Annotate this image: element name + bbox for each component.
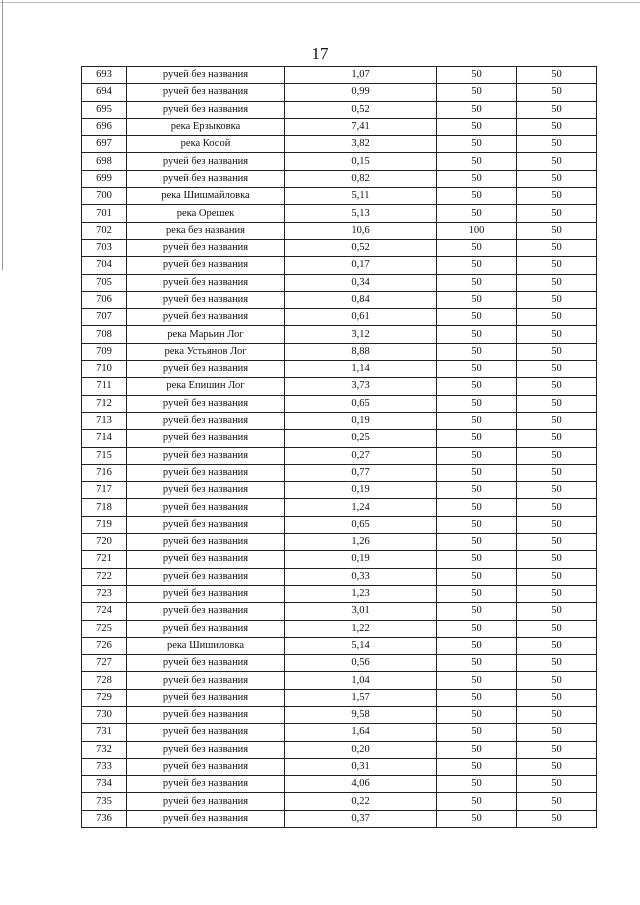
row-number-cell: 721	[82, 551, 127, 568]
table-row	[82, 810, 597, 827]
object-name-cell: ручей без названия	[127, 499, 285, 516]
length-cell: 0,84	[285, 291, 437, 308]
object-name-cell: ручей без названия	[127, 689, 285, 706]
table-row	[82, 637, 597, 654]
length-cell: 0,82	[285, 170, 437, 187]
row-number-cell: 694	[82, 84, 127, 101]
table-row	[82, 516, 597, 533]
length-cell: 1,64	[285, 724, 437, 741]
table-row	[82, 741, 597, 758]
length-cell: 0,19	[285, 551, 437, 568]
length-cell: 8,88	[285, 343, 437, 360]
belt-width-cell: 50	[517, 810, 597, 827]
object-name-cell: река Шишмайловка	[127, 188, 285, 205]
object-name-cell: ручей без названия	[127, 620, 285, 637]
object-name-cell: ручей без названия	[127, 67, 285, 84]
table-row	[82, 568, 597, 585]
belt-width-cell: 50	[517, 620, 597, 637]
zone-width-cell: 50	[437, 309, 517, 326]
row-number-cell: 702	[82, 222, 127, 239]
belt-width-cell: 50	[517, 706, 597, 723]
object-name-cell: река без названия	[127, 222, 285, 239]
table-row	[82, 724, 597, 741]
length-cell: 0,52	[285, 239, 437, 256]
belt-width-cell: 50	[517, 274, 597, 291]
zone-width-cell: 50	[437, 395, 517, 412]
belt-width-cell: 50	[517, 291, 597, 308]
zone-width-cell: 50	[437, 361, 517, 378]
table-row	[82, 170, 597, 187]
row-number-cell: 707	[82, 309, 127, 326]
length-cell: 0,65	[285, 395, 437, 412]
object-name-cell: ручей без названия	[127, 291, 285, 308]
belt-width-cell: 50	[517, 464, 597, 481]
object-name-cell: ручей без названия	[127, 706, 285, 723]
row-number-cell: 717	[82, 482, 127, 499]
belt-width-cell: 50	[517, 67, 597, 84]
belt-width-cell: 50	[517, 758, 597, 775]
object-name-cell: ручей без названия	[127, 309, 285, 326]
zone-width-cell: 50	[437, 758, 517, 775]
object-name-cell: река Епишин Лог	[127, 378, 285, 395]
zone-width-cell: 50	[437, 447, 517, 464]
row-number-cell: 712	[82, 395, 127, 412]
zone-width-cell: 50	[437, 170, 517, 187]
object-name-cell: ручей без названия	[127, 585, 285, 602]
zone-width-cell: 50	[437, 706, 517, 723]
belt-width-cell: 50	[517, 343, 597, 360]
row-number-cell: 708	[82, 326, 127, 343]
row-number-cell: 709	[82, 343, 127, 360]
table-row	[82, 603, 597, 620]
belt-width-cell: 50	[517, 257, 597, 274]
length-cell: 5,13	[285, 205, 437, 222]
object-name-cell: ручей без названия	[127, 603, 285, 620]
row-number-cell: 731	[82, 724, 127, 741]
length-cell: 0,27	[285, 447, 437, 464]
table-row	[82, 361, 597, 378]
object-name-cell: ручей без названия	[127, 568, 285, 585]
zone-width-cell: 100	[437, 222, 517, 239]
table-row	[82, 551, 597, 568]
length-cell: 0,99	[285, 84, 437, 101]
zone-width-cell: 50	[437, 153, 517, 170]
row-number-cell: 715	[82, 447, 127, 464]
row-number-cell: 711	[82, 378, 127, 395]
zone-width-cell: 50	[437, 516, 517, 533]
row-number-cell: 706	[82, 291, 127, 308]
zone-width-cell: 50	[437, 118, 517, 135]
object-name-cell: ручей без названия	[127, 482, 285, 499]
length-cell: 1,07	[285, 67, 437, 84]
belt-width-cell: 50	[517, 447, 597, 464]
length-cell: 5,14	[285, 637, 437, 654]
table-row	[82, 412, 597, 429]
table-row	[82, 101, 597, 118]
belt-width-cell: 50	[517, 793, 597, 810]
table-row	[82, 343, 597, 360]
length-cell: 0,22	[285, 793, 437, 810]
table-row	[82, 499, 597, 516]
object-name-cell: ручей без названия	[127, 810, 285, 827]
length-cell: 0,17	[285, 257, 437, 274]
row-number-cell: 736	[82, 810, 127, 827]
table-row	[82, 430, 597, 447]
row-number-cell: 718	[82, 499, 127, 516]
row-number-cell: 728	[82, 672, 127, 689]
zone-width-cell: 50	[437, 378, 517, 395]
length-cell: 0,15	[285, 153, 437, 170]
object-name-cell: река Ерзыковка	[127, 118, 285, 135]
zone-width-cell: 50	[437, 603, 517, 620]
belt-width-cell: 50	[517, 395, 597, 412]
row-number-cell: 698	[82, 153, 127, 170]
object-name-cell: река Устьянов Лог	[127, 343, 285, 360]
table-row	[82, 257, 597, 274]
belt-width-cell: 50	[517, 724, 597, 741]
row-number-cell: 730	[82, 706, 127, 723]
row-number-cell: 703	[82, 239, 127, 256]
length-cell: 0,19	[285, 412, 437, 429]
length-cell: 3,12	[285, 326, 437, 343]
length-cell: 1,23	[285, 585, 437, 602]
object-name-cell: ручей без названия	[127, 672, 285, 689]
object-name-cell: ручей без названия	[127, 447, 285, 464]
object-name-cell: река Шишиловка	[127, 637, 285, 654]
table-row	[82, 205, 597, 222]
table-row	[82, 793, 597, 810]
object-name-cell: ручей без названия	[127, 361, 285, 378]
length-cell: 4,06	[285, 776, 437, 793]
row-number-cell: 732	[82, 741, 127, 758]
row-number-cell: 726	[82, 637, 127, 654]
table-row	[82, 758, 597, 775]
length-cell: 0,77	[285, 464, 437, 481]
zone-width-cell: 50	[437, 499, 517, 516]
length-cell: 1,57	[285, 689, 437, 706]
table-row	[82, 291, 597, 308]
belt-width-cell: 50	[517, 776, 597, 793]
belt-width-cell: 50	[517, 655, 597, 672]
belt-width-cell: 50	[517, 499, 597, 516]
length-cell: 9,58	[285, 706, 437, 723]
object-name-cell: ручей без названия	[127, 84, 285, 101]
object-name-cell: ручей без названия	[127, 758, 285, 775]
table-row	[82, 672, 597, 689]
length-cell: 0,34	[285, 274, 437, 291]
zone-width-cell: 50	[437, 585, 517, 602]
table-row	[82, 534, 597, 551]
length-cell: 7,41	[285, 118, 437, 135]
table-row	[82, 464, 597, 481]
belt-width-cell: 50	[517, 239, 597, 256]
zone-width-cell: 50	[437, 689, 517, 706]
row-number-cell: 699	[82, 170, 127, 187]
length-cell: 1,14	[285, 361, 437, 378]
zone-width-cell: 50	[437, 326, 517, 343]
belt-width-cell: 50	[517, 205, 597, 222]
length-cell: 10,6	[285, 222, 437, 239]
belt-width-cell: 50	[517, 551, 597, 568]
row-number-cell: 704	[82, 257, 127, 274]
object-name-cell: ручей без названия	[127, 412, 285, 429]
belt-width-cell: 50	[517, 482, 597, 499]
table-body	[82, 67, 597, 828]
belt-width-cell: 50	[517, 153, 597, 170]
belt-width-cell: 50	[517, 101, 597, 118]
row-number-cell: 734	[82, 776, 127, 793]
scan-artifact-left	[2, 0, 3, 270]
belt-width-cell: 50	[517, 516, 597, 533]
object-name-cell: ручей без названия	[127, 516, 285, 533]
table-row	[82, 67, 597, 84]
object-name-cell: ручей без названия	[127, 793, 285, 810]
object-name-cell: ручей без названия	[127, 741, 285, 758]
object-name-cell: ручей без названия	[127, 655, 285, 672]
scan-artifact-top	[0, 2, 640, 3]
row-number-cell: 697	[82, 136, 127, 153]
zone-width-cell: 50	[437, 551, 517, 568]
belt-width-cell: 50	[517, 568, 597, 585]
length-cell: 0,25	[285, 430, 437, 447]
table-row	[82, 188, 597, 205]
object-name-cell: ручей без названия	[127, 170, 285, 187]
row-number-cell: 710	[82, 361, 127, 378]
object-name-cell: ручей без названия	[127, 776, 285, 793]
belt-width-cell: 50	[517, 326, 597, 343]
zone-width-cell: 50	[437, 205, 517, 222]
table-row	[82, 326, 597, 343]
belt-width-cell: 50	[517, 585, 597, 602]
table-row	[82, 222, 597, 239]
table-row	[82, 706, 597, 723]
table-row	[82, 118, 597, 135]
object-name-cell: река Орешек	[127, 205, 285, 222]
zone-width-cell: 50	[437, 291, 517, 308]
zone-width-cell: 50	[437, 101, 517, 118]
length-cell: 3,01	[285, 603, 437, 620]
row-number-cell: 700	[82, 188, 127, 205]
object-name-cell: ручей без названия	[127, 101, 285, 118]
row-number-cell: 719	[82, 516, 127, 533]
table-row	[82, 153, 597, 170]
length-cell: 0,33	[285, 568, 437, 585]
length-cell: 1,22	[285, 620, 437, 637]
table-row	[82, 689, 597, 706]
row-number-cell: 725	[82, 620, 127, 637]
length-cell: 0,65	[285, 516, 437, 533]
table-row	[82, 447, 597, 464]
length-cell: 0,19	[285, 482, 437, 499]
row-number-cell: 696	[82, 118, 127, 135]
belt-width-cell: 50	[517, 84, 597, 101]
object-name-cell: река Марьин Лог	[127, 326, 285, 343]
belt-width-cell: 50	[517, 361, 597, 378]
length-cell: 0,37	[285, 810, 437, 827]
length-cell: 1,04	[285, 672, 437, 689]
row-number-cell: 693	[82, 67, 127, 84]
zone-width-cell: 50	[437, 343, 517, 360]
row-number-cell: 723	[82, 585, 127, 602]
object-name-cell: река Косой	[127, 136, 285, 153]
length-cell: 0,31	[285, 758, 437, 775]
table-row	[82, 309, 597, 326]
length-cell: 0,20	[285, 741, 437, 758]
row-number-cell: 705	[82, 274, 127, 291]
zone-width-cell: 50	[437, 672, 517, 689]
object-name-cell: ручей без названия	[127, 239, 285, 256]
table-row	[82, 585, 597, 602]
belt-width-cell: 50	[517, 430, 597, 447]
zone-width-cell: 50	[437, 776, 517, 793]
row-number-cell: 729	[82, 689, 127, 706]
table-row	[82, 620, 597, 637]
belt-width-cell: 50	[517, 412, 597, 429]
belt-width-cell: 50	[517, 741, 597, 758]
row-number-cell: 733	[82, 758, 127, 775]
zone-width-cell: 50	[437, 741, 517, 758]
row-number-cell: 727	[82, 655, 127, 672]
zone-width-cell: 50	[437, 464, 517, 481]
zone-width-cell: 50	[437, 482, 517, 499]
row-number-cell: 701	[82, 205, 127, 222]
belt-width-cell: 50	[517, 672, 597, 689]
table-row	[82, 239, 597, 256]
length-cell: 0,52	[285, 101, 437, 118]
belt-width-cell: 50	[517, 222, 597, 239]
zone-width-cell: 50	[437, 534, 517, 551]
zone-width-cell: 50	[437, 637, 517, 654]
table-row	[82, 776, 597, 793]
zone-width-cell: 50	[437, 430, 517, 447]
length-cell: 1,24	[285, 499, 437, 516]
row-number-cell: 722	[82, 568, 127, 585]
belt-width-cell: 50	[517, 170, 597, 187]
row-number-cell: 720	[82, 534, 127, 551]
object-name-cell: ручей без названия	[127, 274, 285, 291]
belt-width-cell: 50	[517, 637, 597, 654]
length-cell: 1,26	[285, 534, 437, 551]
zone-width-cell: 50	[437, 412, 517, 429]
belt-width-cell: 50	[517, 378, 597, 395]
table-row	[82, 395, 597, 412]
zone-width-cell: 50	[437, 84, 517, 101]
belt-width-cell: 50	[517, 309, 597, 326]
row-number-cell: 713	[82, 412, 127, 429]
object-name-cell: ручей без названия	[127, 430, 285, 447]
zone-width-cell: 50	[437, 136, 517, 153]
belt-width-cell: 50	[517, 136, 597, 153]
object-name-cell: ручей без названия	[127, 551, 285, 568]
length-cell: 0,61	[285, 309, 437, 326]
table-row	[82, 482, 597, 499]
zone-width-cell: 50	[437, 274, 517, 291]
zone-width-cell: 50	[437, 810, 517, 827]
row-number-cell: 735	[82, 793, 127, 810]
belt-width-cell: 50	[517, 603, 597, 620]
object-name-cell: ручей без названия	[127, 464, 285, 481]
length-cell: 3,82	[285, 136, 437, 153]
page-number: 17	[311, 44, 329, 63]
row-number-cell: 695	[82, 101, 127, 118]
belt-width-cell: 50	[517, 118, 597, 135]
object-name-cell: ручей без названия	[127, 534, 285, 551]
belt-width-cell: 50	[517, 188, 597, 205]
table-row	[82, 84, 597, 101]
object-name-cell: ручей без названия	[127, 724, 285, 741]
zone-width-cell: 50	[437, 239, 517, 256]
water-bodies-table	[81, 66, 597, 828]
table-row	[82, 274, 597, 291]
length-cell: 3,73	[285, 378, 437, 395]
zone-width-cell: 50	[437, 655, 517, 672]
row-number-cell: 724	[82, 603, 127, 620]
length-cell: 5,11	[285, 188, 437, 205]
length-cell: 0,56	[285, 655, 437, 672]
table-row	[82, 378, 597, 395]
zone-width-cell: 50	[437, 257, 517, 274]
zone-width-cell: 50	[437, 620, 517, 637]
zone-width-cell: 50	[437, 67, 517, 84]
object-name-cell: ручей без названия	[127, 153, 285, 170]
row-number-cell: 716	[82, 464, 127, 481]
zone-width-cell: 50	[437, 724, 517, 741]
zone-width-cell: 50	[437, 188, 517, 205]
table-row	[82, 136, 597, 153]
zone-width-cell: 50	[437, 793, 517, 810]
row-number-cell: 714	[82, 430, 127, 447]
belt-width-cell: 50	[517, 689, 597, 706]
zone-width-cell: 50	[437, 568, 517, 585]
object-name-cell: ручей без названия	[127, 395, 285, 412]
belt-width-cell: 50	[517, 534, 597, 551]
object-name-cell: ручей без названия	[127, 257, 285, 274]
table-row	[82, 655, 597, 672]
